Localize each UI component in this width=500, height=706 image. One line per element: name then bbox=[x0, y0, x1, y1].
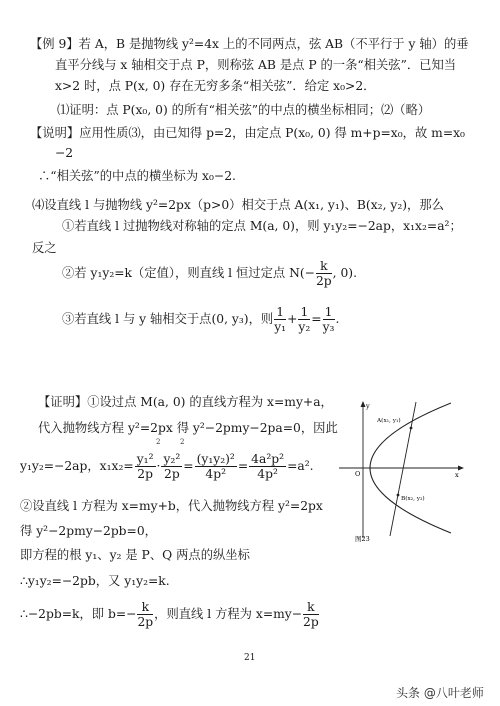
item3-den-1: y₁ bbox=[274, 320, 287, 334]
proof-line-8-mid: ，则直线 l 方程为 x=my− bbox=[154, 607, 303, 621]
parabola-figure bbox=[335, 398, 465, 543]
point-b-label: B(x₂, y₂) bbox=[401, 496, 425, 502]
proof-frac-4-den: 4p² bbox=[257, 467, 278, 481]
item3-plus: + bbox=[287, 312, 298, 326]
proof-frac-2-den: 2p bbox=[164, 467, 180, 481]
example-line-1: 【例 9】若 A，B 是抛物线 y²=4x 上的不同两点，弦 AB（不平行于 y 轴）的垂 bbox=[30, 37, 469, 51]
point-a bbox=[410, 427, 413, 430]
proof-line-fraction bbox=[303, 600, 319, 629]
proof-line-den: 2p bbox=[303, 615, 319, 629]
property4-item-2 bbox=[62, 256, 357, 290]
item2-open: (− bbox=[299, 266, 315, 280]
proof-line-4: ②设直线 l 方程为 x=my+b，代入抛物线方程 y²=2px bbox=[20, 499, 323, 513]
item2-denominator: 2p bbox=[315, 274, 332, 288]
proof-frac-2-num: y₂² bbox=[163, 452, 181, 466]
proof-line-1: 【证明】①设过点 M(a, 0) 的直线方程为 x=my+a， bbox=[38, 395, 333, 409]
proof-frac-3-den: 4p² bbox=[205, 467, 227, 481]
item3-end: . bbox=[335, 312, 340, 326]
proof-line-5: 得 y²−2pmy−2pb=0， bbox=[20, 524, 157, 538]
proof-frac-4-num: 4a²p² bbox=[251, 452, 285, 466]
y-axis-arrow bbox=[361, 401, 366, 407]
item3-fraction-2 bbox=[298, 305, 310, 334]
item3-den-3: y₃ bbox=[322, 320, 335, 334]
proof-b-den: 2p bbox=[137, 615, 154, 629]
origin-label: O bbox=[355, 470, 361, 478]
proof-frac-2 bbox=[161, 452, 182, 481]
proof-eq-2: = bbox=[237, 459, 249, 473]
stray-superscript-1: 2 bbox=[156, 438, 161, 446]
point-a-label: A(x₁, y₁) bbox=[377, 418, 401, 424]
proof-line-8-start: ∴−2pb=k，即 b=− bbox=[20, 607, 137, 621]
item3-fraction-1 bbox=[274, 305, 286, 334]
y-axis-label: y bbox=[366, 402, 370, 410]
example-line-3: x>2 时，点 P(x, 0) 存在无穷多条“相关弦”．给定 x₀>2． bbox=[55, 79, 376, 93]
proof-b-fraction bbox=[137, 600, 153, 629]
point-b bbox=[397, 494, 400, 497]
figure-caption: 图23 bbox=[355, 535, 370, 543]
proof-frac-4 bbox=[249, 452, 286, 481]
item3-num-3: 1 bbox=[323, 305, 335, 320]
property4-item-1: ①若直线 l 过抛物线对称轴的定点 M(a, 0)，则 y₁y₂=−2ap，x₁x₂=a²； bbox=[62, 219, 462, 233]
note-line-2: −2 bbox=[55, 146, 74, 160]
item3-text: ③若直线 l 与 y 轴相交于点(0, y₃)，则 bbox=[62, 312, 274, 326]
item2-close: , 0). bbox=[332, 266, 358, 280]
proof-line-3 bbox=[20, 448, 314, 484]
item3-equals: = bbox=[311, 312, 322, 326]
proof-line-num: k bbox=[303, 600, 319, 615]
proof-frac-1-num: y₁² bbox=[136, 452, 154, 466]
proof-line-7: ∴y₁y₂=−2pb，又 y₁y₂=k. bbox=[20, 574, 170, 588]
page-number: 21 bbox=[244, 653, 256, 663]
item3-num-1: 1 bbox=[274, 305, 286, 320]
proof-line-3-start: y₁y₂=−2ap，x₁x₂= bbox=[20, 459, 134, 473]
item3-fraction-3 bbox=[323, 305, 335, 334]
x-axis-arrow bbox=[458, 466, 464, 471]
proof-eq-1: = bbox=[183, 459, 194, 473]
example-line-4: ⑴证明：点 P(x₀, 0) 的所有“相关弦”的中点的横坐标相同；⑵（略） bbox=[57, 103, 431, 117]
stray-superscript-2: 2 bbox=[180, 438, 185, 446]
watermark: 头条 @八叶老师 bbox=[396, 686, 484, 700]
proof-line-8 bbox=[20, 596, 320, 632]
note-line-1: 【说明】应用性质⑶，由已知得 p=2，由定点 P(x₀, 0) 得 m+p=x₀，故 m=x₀ bbox=[30, 126, 465, 140]
proof-b-num: k bbox=[137, 600, 153, 615]
item3-num-2: 1 bbox=[298, 305, 310, 320]
item2-numerator: k bbox=[316, 259, 332, 274]
proof-dot: · bbox=[156, 459, 161, 473]
example-line-2: 直平分线与 x 轴相交于点 P，则称弦 AB 是点 P 的一条“相关弦”．已知当 bbox=[55, 58, 457, 72]
item2-text: ②若 y₁y₂=k（定值），则直线 l 恒过定点 N bbox=[62, 266, 300, 280]
item3-den-2: y₂ bbox=[298, 320, 311, 334]
item2-fraction bbox=[316, 259, 332, 288]
x-axis-label: x bbox=[455, 471, 459, 479]
proof-frac-1 bbox=[135, 452, 156, 481]
property4-intro: ⑷设直线 l 与抛物线 y²=2px（p>0）相交于点 A(x₁, y₁)、B(x₂, y₂)，那么 bbox=[32, 198, 444, 212]
proof-line-2: 代入抛物线方程 y²=2px 得 y²−2pmy−2pa=0，因此 bbox=[38, 421, 338, 435]
proof-frac-3 bbox=[195, 452, 237, 481]
proof-line-3-end: =a². bbox=[287, 459, 314, 473]
note-line-3: ∴“相关弦”的中点的横坐标为 x₀−2. bbox=[38, 169, 236, 183]
proof-frac-3-num: (y₁y₂)² bbox=[196, 452, 235, 466]
property4-item-3 bbox=[62, 302, 339, 336]
property4-item-1-converse: 反之 bbox=[32, 241, 57, 255]
proof-line-6: 即方程的根 y₁、y₂ 是 P、Q 两点的纵坐标 bbox=[20, 548, 250, 562]
proof-frac-1-den: 2p bbox=[137, 467, 153, 481]
